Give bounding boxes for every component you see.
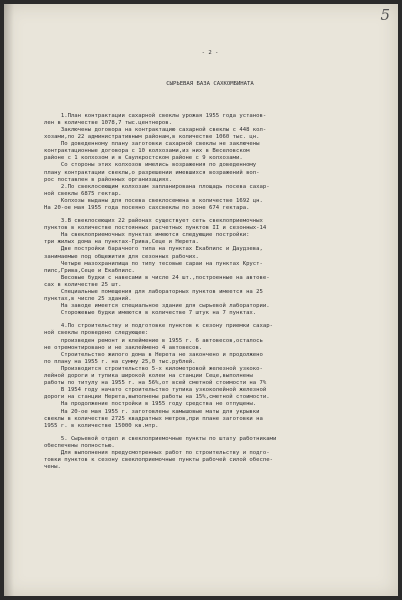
text-line: 5. Сырьевой отдел и свеклоприемочные пункты по штату работниками bbox=[44, 435, 277, 442]
text-line: Производится строительство 5-х километровой железной узкоко- bbox=[44, 365, 263, 372]
text-line: не отремонтировано и не заклеймено 4 автовесов. bbox=[44, 344, 203, 351]
text-line: по плану на 1955 г. на сумму 25,0 тыс.рублей. bbox=[44, 358, 196, 365]
text-line: пунктов в количестве постоянных расчетных пунктов II и сезонных-14 bbox=[44, 225, 267, 232]
text-line: районе с 1 колхозом и в Саулкростском районе с 9 колхозами. bbox=[44, 155, 243, 162]
text-line: 2.По свеклосеющим колхозам запланирована площадь посева сахар- bbox=[44, 183, 270, 190]
page-number: 5 bbox=[380, 6, 390, 24]
header-number: - 2 - bbox=[201, 50, 219, 57]
text-line: три жилых дома на пунктах-Грива,Сеце и Нерета. bbox=[44, 239, 199, 246]
text-line: Заключены договора на контрактацию сахарной свеклы с 448 кол- bbox=[44, 126, 267, 133]
text-line: Специальные помещения для лабораторных пунктов имеется на 25 bbox=[44, 289, 263, 295]
text-line: 1955 г. в количестве 15000 кв.мтр. bbox=[44, 422, 159, 429]
text-line: контрактационные договора с 10 колхозами,из них в Веселовском bbox=[44, 148, 250, 155]
text-line: На заводе имеется специальное здание для сырьевой лаборатории. bbox=[44, 303, 270, 310]
document-body bbox=[44, 36, 376, 485]
text-line: Четыре мазохранилища по типу тесовые сараи на пунктах Круст- bbox=[44, 260, 263, 267]
text-line: работы по титулу на 1955 г. на 56%,от всей сметной стоимости на 7% bbox=[44, 380, 267, 387]
text-line: дороги на станции Нерета,выполнены работы на 15%,сметной стоимости. bbox=[44, 394, 270, 401]
text-line: 4.По строительству и подготовке пунктов к сезону приемки сахар- bbox=[44, 323, 274, 330]
page-fold-shadow bbox=[4, 4, 14, 596]
text-line: 1.План контрактации сахарной свеклы урожая 1955 года установ- bbox=[44, 112, 267, 119]
text-line: На продолжение постройки в 1955 году средства не отпущены. bbox=[44, 401, 257, 408]
text-line: лен в количестве 1078,7 тыс.центнеров. bbox=[44, 119, 172, 126]
document-lines bbox=[44, 113, 376, 472]
text-line: В 1954 году начато строительство тупика узкоколейной железной bbox=[44, 387, 267, 394]
text-line: пунктах,в числе 25 зданий. bbox=[44, 296, 132, 303]
text-line: На 20-ое мая 1955 г. заготовлены камышовые маты для укрывки bbox=[44, 408, 260, 415]
text-line: Колхозы выданы для посева свеклосемена в количестве 1692 цн. bbox=[44, 197, 263, 204]
text-line: пилс,Грива,Сеце и Екабпилс. bbox=[44, 267, 135, 274]
text-line: ной свеклы проведено следующее: bbox=[44, 330, 149, 337]
text-line: товки пунктов к сезону свеклоприемочные пункты рабочей силой обеспе- bbox=[44, 457, 274, 464]
text-line: лейной дороги и тупика широкой колеи на станции Сеце,выполнены bbox=[44, 373, 253, 380]
document-title: СЫРЬЕВАЯ БАЗА САХКОМБИНАТА bbox=[166, 81, 254, 88]
text-line: Сторожевые будки имеются в количестве 7 штук на 7 пунктах. bbox=[44, 310, 257, 317]
text-line: Для выполнения предусмотренных работ по строительству и подго- bbox=[44, 449, 270, 456]
text-line: хозами,по 22 административным районам,в количестве 1060 тыс. цн. bbox=[44, 134, 260, 141]
text-line: занимаемые под общежития для сезонных рабочих. bbox=[44, 253, 199, 260]
text-line: Со стороны этих колхозов имелись возражения по доведенному bbox=[44, 162, 257, 169]
text-line: чены. bbox=[44, 464, 61, 471]
text-line: произведен ремонт и клеймение в 1955 г. 6 автовесов,осталось bbox=[44, 337, 263, 344]
document-page bbox=[4, 4, 398, 596]
text-line: плану контрактации свеклы,о разрешении имевшихся возражений воп- bbox=[44, 169, 260, 176]
text-line: ной свеклы 6875 гектар. bbox=[44, 190, 122, 197]
text-line: Строительство жилого дома в Нерета не закончено и продолжено bbox=[44, 351, 263, 358]
text-line: На свеклоприемочных пунктах имеются следующие постройки: bbox=[44, 232, 250, 239]
text-line: сах в количестве 25 шт. bbox=[44, 281, 122, 288]
text-line: На 20-ое мая 1955 года посеяно сахсвеклы по зоне 674 гектара. bbox=[44, 204, 250, 211]
text-line: 3.В свеклосеющих 22 районах существует сеть свеклоприемочных bbox=[44, 218, 263, 225]
text-line: Две постройки барачного типа на пунктах Екабпилс и Даудзева, bbox=[44, 246, 263, 253]
text-line: обеспечены полностью. bbox=[44, 442, 115, 449]
text-line: свеклы в количестве 2725 квадратных метров,при плане заготовки на bbox=[44, 415, 263, 422]
text-line: По доведенному плану заготовки сахарной свеклы не заключены bbox=[44, 141, 260, 148]
text-line: рос поставлен в районных организациях. bbox=[44, 176, 172, 183]
text-line: Весовые будки с навесами в числе 24 шт.,построенные на автове- bbox=[44, 274, 270, 281]
